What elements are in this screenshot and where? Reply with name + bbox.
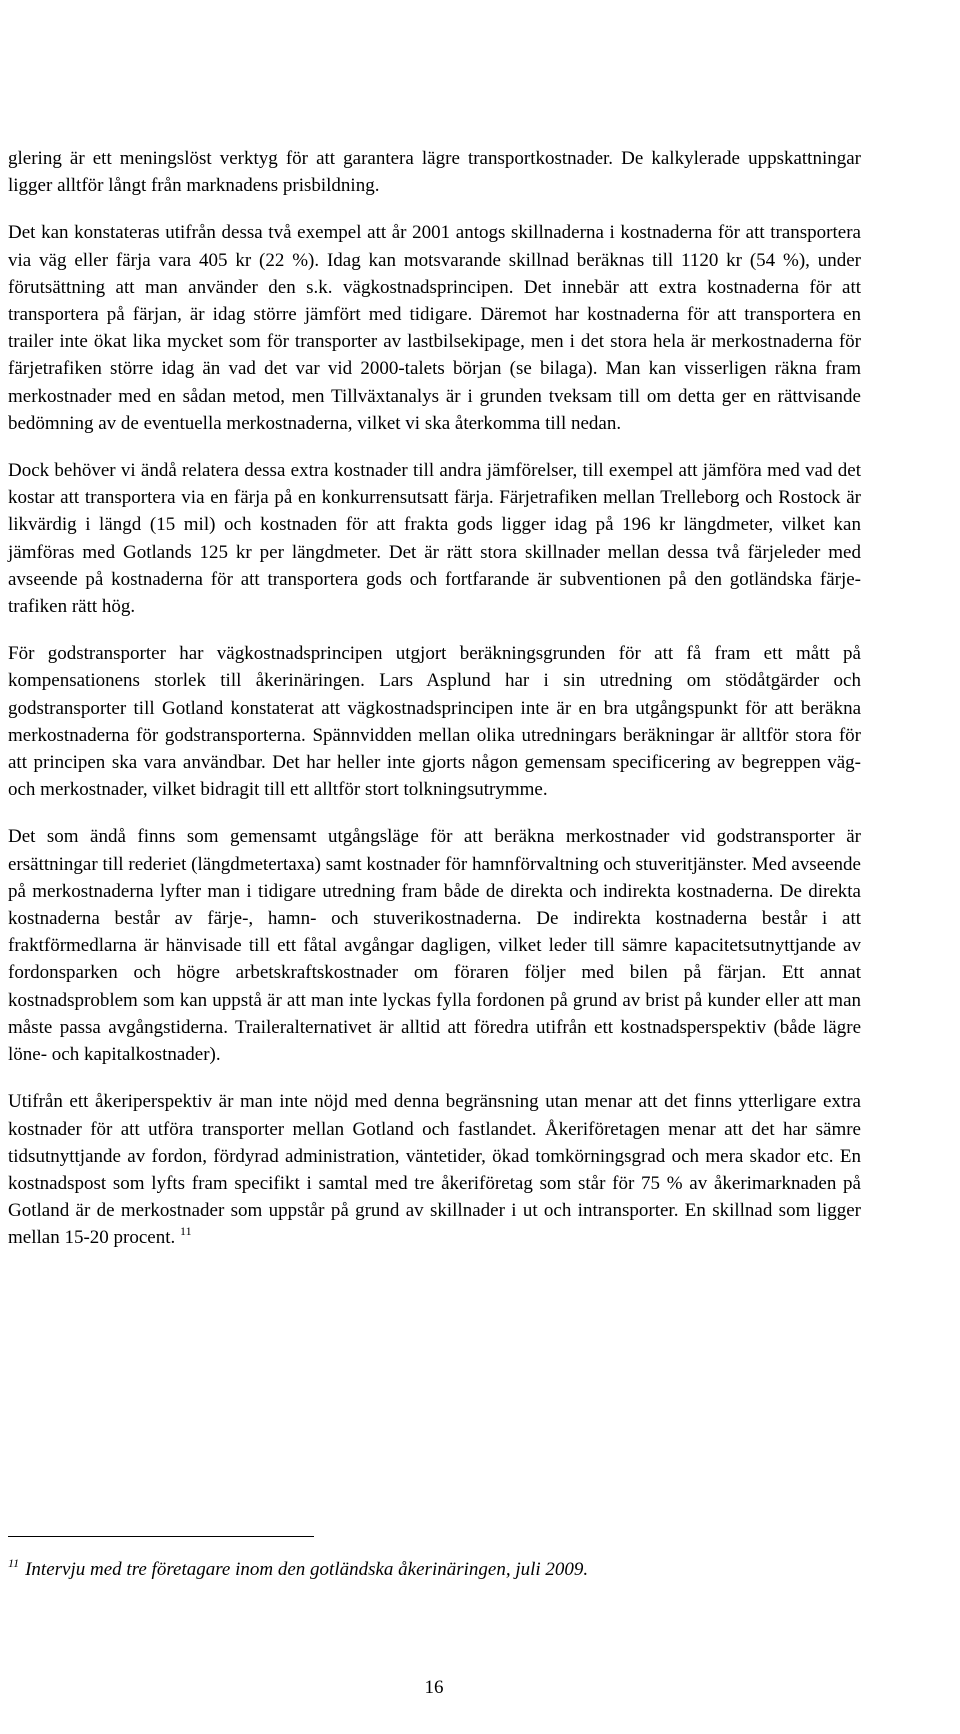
paragraph: glering är ett meningslöst verktyg för att garantera lägre transportkostnader. De kalkylerade uppskattningar ligger alltför långt från marknadens prisbildning. <box>8 148 861 197</box>
paragraph: Det som ändå finns som gemensamt utgångsläge för att beräkna merkostnader vid godstransporter är ersättningar till rederiet (längdmetertaxa) samt kostnader för hamnförvaltning och stuveritjänster. Med avseende på merkostnaderna lyfter man i tidigare utredning fram både de direkta och indirekta kostnaderna. De direkta kostnaderna består av färje-, hamn- och stuverikostnaderna. De indirekta kostnaderna består i att fraktförmedlarna är hänvisade till ett fåtal avgångar dagligen, vilket leder till sämre kapacitetsutnyttjande av fordonsparken och högre arbetskraftskostnader om föraren följer med bilen på färjan. Ett annat kostnadsproblem som kan uppstå är att man inte lyckas fylla fordonen på grund av brist på kunder eller att man måste passa avgångstiderna. Traileralternativet är alltid att föredra utifrån ett kostnadsperspektiv (både lägre löne- och kapitalkostnader). <box>8 826 861 1066</box>
footnote <box>8 1557 861 1583</box>
paragraph: Dock behöver vi ändå relatera dessa extra kostnader till andra jämförelser, till exempel att jämföra med vad det kostar att transportera via en färja på en konkurrensutsatt färja. Färjetrafiken mellan Trelleborg och Rostock är likvärdig i längd (15 mil) och kostnaden för att frakta gods ligger idag på 196 kr längdmeter, vilket kan jämföras med Gotlands 125 kr per längdmeter. Det är rätt stora skillnader mellan dessa två färjeleder med avseende på kostnaderna för att transportera gods och fortfarande är subventionen på den gotländska färjetrafiken rätt hög. <box>8 460 861 618</box>
page-number: 16 <box>424 1677 444 1698</box>
footnote-text: Intervju med tre företagare inom den gotländska åkerinäringen, juli 2009. <box>25 1559 589 1580</box>
paragraph-text: Utifrån ett åkeriperspektiv är man inte nöjd med denna begränsning utan menar att det finns ytterligare extra kostnader för att utföra transporter mellan Gotland och fastlandet. Åkeriföretagen menar att det har sämre tidsutnyttjande av fordon, fördyrad administration, väntetider, ökad tomkörningsgrad och mera skador etc. En kostnadspost som lyfts fram specifikt i samtal med tre åkeriföretag som står för 75 % av åkerimarknaden på Gotland är de merkostnader som uppstår på grund av skillnader i ut och intransporter. En skillnad som ligger mellan 15-20 procent. <box>8 1091 861 1249</box>
footnote-separator <box>8 1536 314 1537</box>
footnote-number: 11 <box>8 1556 20 1570</box>
paragraph: Det kan konstateras utifrån dessa två exempel att år 2001 antogs skillnaderna i kostnaderna för att transportera via väg eller färja vara 405 kr (22 %). Idag kan motsvarande skillnad beräknas till 1120 kr (54 %), under förutsättning att man använder den s.k. vägkostnadsprincipen. Det innebär att extra kostnaderna för att transportera på färjan, är idag större jämfört med tidigare. Däremot har kostnaderna för att transportera en trailer inte ökat lika mycket som för transporter av lastbilsekipage, men i det stora hela är merkostnaderna för färjetrafiken större idag än vad det var vid 2000-talets början (se bilaga). Man kan visserligen räkna fram merkostnader med en sådan metod, men Tillväxtanalys är i grunden tveksam till om detta ger en rättvisande bedömning av de eventuella merkostnaderna, vilket vi ska återkomma till nedan. <box>8 222 861 434</box>
footnote-reference: 11 <box>180 1224 192 1239</box>
body-text <box>8 145 861 1272</box>
paragraph: För godstransporter har vägkostnadsprincipen utgjort beräkningsgrunden för att få fram ett mått på kompensationens storlek till åkerinäringen. Lars Asplund har i sin utredning om stödåtgärder och godstransporter till Gotland konstaterat att vägkostnadsprincipen inte är en bra utgångspunkt för att beräkna merkostnaderna för godstransporterna. Spännvidden mellan olika utredningars beräkningar är alltför stora för att principen ska vara användbar. Det har heller inte gjorts någon gemensam specificering av begreppen väg- och merkostnader, vilket bidragit till ett alltför stort tolkningsutrymme. <box>8 643 861 801</box>
paragraph-with-footnote <box>8 1088 861 1251</box>
